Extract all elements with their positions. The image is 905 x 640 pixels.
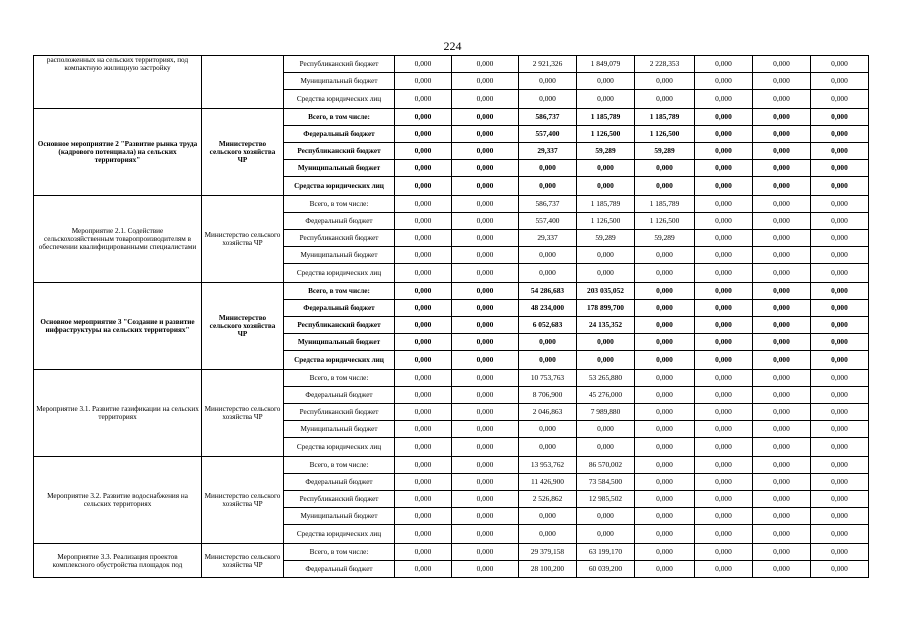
value-cell: 0,000	[753, 196, 811, 213]
value-cell: 0,000	[635, 491, 695, 508]
table-row	[34, 56, 869, 73]
value-cell: 0,000	[395, 334, 452, 351]
value-cell: 59,289	[577, 230, 635, 247]
value-cell: 60 039,200	[577, 561, 635, 578]
value-cell: 0,000	[519, 421, 577, 438]
value-cell: 0,000	[753, 300, 811, 317]
value-cell: 0,000	[695, 561, 753, 578]
value-cell: 0,000	[635, 283, 695, 300]
value-cell: 0,000	[695, 370, 753, 387]
value-cell: 0,000	[395, 404, 452, 421]
value-cell: 0,000	[519, 525, 577, 544]
value-cell: 0,000	[395, 438, 452, 457]
funding-source-cell: Республиканский бюджет	[284, 404, 395, 421]
value-cell: 0,000	[753, 404, 811, 421]
value-cell: 0,000	[753, 351, 811, 370]
value-cell: 1 185,789	[635, 109, 695, 126]
value-cell: 0,000	[452, 247, 519, 264]
value-cell: 0,000	[519, 177, 577, 196]
value-cell: 0,000	[395, 213, 452, 230]
value-cell: 0,000	[395, 561, 452, 578]
value-cell: 0,000	[695, 387, 753, 404]
value-cell: 0,000	[452, 160, 519, 177]
value-cell: 1 126,500	[577, 126, 635, 143]
value-cell: 0,000	[452, 544, 519, 561]
value-cell: 0,000	[811, 334, 869, 351]
value-cell: 0,000	[695, 177, 753, 196]
value-cell: 0,000	[577, 334, 635, 351]
value-cell: 0,000	[753, 474, 811, 491]
event-name-cell: Мероприятие 3.3. Реализация проектов комплексного обустройства площадок под	[34, 544, 202, 578]
executor-cell: Министерство сельского хозяйства ЧР	[202, 283, 284, 370]
value-cell: 0,000	[753, 508, 811, 525]
value-cell: 7 989,880	[577, 404, 635, 421]
value-cell: 0,000	[695, 334, 753, 351]
value-cell: 0,000	[635, 334, 695, 351]
value-cell: 0,000	[695, 474, 753, 491]
value-cell: 0,000	[811, 370, 869, 387]
value-cell: 0,000	[753, 438, 811, 457]
value-cell: 0,000	[811, 213, 869, 230]
value-cell: 203 035,052	[577, 283, 635, 300]
value-cell: 0,000	[753, 230, 811, 247]
value-cell: 0,000	[452, 300, 519, 317]
value-cell: 0,000	[753, 457, 811, 474]
value-cell: 0,000	[395, 300, 452, 317]
value-cell: 63 199,170	[577, 544, 635, 561]
value-cell: 0,000	[695, 213, 753, 230]
value-cell: 0,000	[452, 351, 519, 370]
value-cell: 0,000	[753, 544, 811, 561]
value-cell: 0,000	[452, 73, 519, 90]
funding-source-cell: Всего, в том числе:	[284, 544, 395, 561]
value-cell: 0,000	[635, 404, 695, 421]
value-cell: 0,000	[395, 230, 452, 247]
value-cell: 0,000	[452, 474, 519, 491]
value-cell: 0,000	[811, 177, 869, 196]
value-cell: 2 046,863	[519, 404, 577, 421]
value-cell: 0,000	[395, 143, 452, 160]
value-cell: 0,000	[395, 457, 452, 474]
value-cell: 0,000	[753, 491, 811, 508]
value-cell: 0,000	[452, 196, 519, 213]
value-cell: 0,000	[452, 264, 519, 283]
value-cell: 0,000	[753, 143, 811, 160]
value-cell: 0,000	[452, 126, 519, 143]
value-cell: 0,000	[753, 421, 811, 438]
value-cell: 0,000	[395, 370, 452, 387]
funding-source-cell: Федеральный бюджет	[284, 561, 395, 578]
value-cell: 0,000	[753, 73, 811, 90]
value-cell: 0,000	[519, 351, 577, 370]
value-cell: 59,289	[577, 143, 635, 160]
value-cell: 0,000	[811, 317, 869, 334]
value-cell: 2 526,862	[519, 491, 577, 508]
value-cell: 0,000	[395, 351, 452, 370]
value-cell: 0,000	[519, 508, 577, 525]
funding-source-cell: Республиканский бюджет	[284, 491, 395, 508]
value-cell: 0,000	[635, 317, 695, 334]
funding-source-cell: Федеральный бюджет	[284, 387, 395, 404]
value-cell: 0,000	[452, 143, 519, 160]
executor-cell: Министерство сельского хозяйства ЧР	[202, 544, 284, 578]
value-cell: 1 126,500	[635, 126, 695, 143]
value-cell: 0,000	[452, 230, 519, 247]
value-cell: 0,000	[577, 90, 635, 109]
value-cell: 0,000	[811, 247, 869, 264]
value-cell: 0,000	[695, 317, 753, 334]
value-cell: 0,000	[811, 264, 869, 283]
funding-source-cell: Федеральный бюджет	[284, 300, 395, 317]
value-cell: 1 849,079	[577, 56, 635, 73]
value-cell: 0,000	[519, 334, 577, 351]
value-cell: 0,000	[635, 247, 695, 264]
value-cell: 0,000	[577, 508, 635, 525]
value-cell: 0,000	[452, 387, 519, 404]
value-cell: 0,000	[577, 525, 635, 544]
funding-source-cell: Всего, в том числе:	[284, 370, 395, 387]
table-row	[34, 109, 869, 126]
value-cell: 0,000	[695, 230, 753, 247]
value-cell: 1 126,500	[577, 213, 635, 230]
funding-source-cell: Муниципальный бюджет	[284, 160, 395, 177]
value-cell: 0,000	[519, 90, 577, 109]
value-cell: 0,000	[395, 508, 452, 525]
value-cell: 0,000	[395, 247, 452, 264]
event-name-cell: расположенных на сельских территориях, под компактную жилищную застройку	[34, 56, 202, 109]
value-cell: 0,000	[753, 334, 811, 351]
value-cell: 0,000	[635, 300, 695, 317]
value-cell: 0,000	[753, 247, 811, 264]
value-cell: 11 426,900	[519, 474, 577, 491]
value-cell: 0,000	[395, 491, 452, 508]
value-cell: 0,000	[695, 126, 753, 143]
value-cell: 0,000	[395, 387, 452, 404]
value-cell: 0,000	[811, 230, 869, 247]
event-name-cell: Основное мероприятие 2 "Развитие рынка труда (кадрового потенциала) на сельских территориях"	[34, 109, 202, 196]
value-cell: 0,000	[695, 56, 753, 73]
value-cell: 1 185,789	[635, 196, 695, 213]
value-cell: 0,000	[811, 73, 869, 90]
value-cell: 48 234,000	[519, 300, 577, 317]
value-cell: 0,000	[452, 491, 519, 508]
value-cell: 0,000	[452, 508, 519, 525]
value-cell: 0,000	[753, 264, 811, 283]
value-cell: 29,337	[519, 230, 577, 247]
funding-source-cell: Средства юридических лиц	[284, 525, 395, 544]
funding-source-cell: Средства юридических лиц	[284, 177, 395, 196]
funding-source-cell: Всего, в том числе:	[284, 109, 395, 126]
value-cell: 0,000	[811, 561, 869, 578]
table-row	[34, 370, 869, 387]
value-cell: 0,000	[753, 177, 811, 196]
table-row	[34, 457, 869, 474]
value-cell: 0,000	[695, 525, 753, 544]
value-cell: 0,000	[635, 370, 695, 387]
value-cell: 0,000	[811, 126, 869, 143]
value-cell: 1 185,789	[577, 109, 635, 126]
value-cell: 0,000	[452, 283, 519, 300]
value-cell: 0,000	[695, 143, 753, 160]
funding-source-cell: Федеральный бюджет	[284, 213, 395, 230]
funding-source-cell: Муниципальный бюджет	[284, 73, 395, 90]
funding-source-cell: Муниципальный бюджет	[284, 508, 395, 525]
value-cell: 0,000	[519, 247, 577, 264]
value-cell: 0,000	[519, 73, 577, 90]
value-cell: 0,000	[753, 561, 811, 578]
funding-source-cell: Республиканский бюджет	[284, 56, 395, 73]
funding-source-cell: Всего, в том числе:	[284, 457, 395, 474]
value-cell: 0,000	[811, 300, 869, 317]
value-cell: 6 052,683	[519, 317, 577, 334]
value-cell: 0,000	[635, 160, 695, 177]
value-cell: 0,000	[452, 525, 519, 544]
value-cell: 0,000	[395, 90, 452, 109]
funding-source-cell: Муниципальный бюджет	[284, 334, 395, 351]
value-cell: 10 753,763	[519, 370, 577, 387]
value-cell: 0,000	[753, 370, 811, 387]
value-cell: 0,000	[635, 73, 695, 90]
value-cell: 0,000	[811, 474, 869, 491]
value-cell: 0,000	[635, 508, 695, 525]
value-cell: 0,000	[452, 404, 519, 421]
funding-source-cell: Республиканский бюджет	[284, 143, 395, 160]
value-cell: 0,000	[452, 213, 519, 230]
value-cell: 0,000	[452, 370, 519, 387]
value-cell: 0,000	[811, 196, 869, 213]
funding-source-cell: Республиканский бюджет	[284, 317, 395, 334]
value-cell: 0,000	[695, 404, 753, 421]
value-cell: 0,000	[395, 283, 452, 300]
value-cell: 0,000	[811, 283, 869, 300]
value-cell: 53 265,880	[577, 370, 635, 387]
value-cell: 0,000	[577, 247, 635, 264]
value-cell: 0,000	[753, 317, 811, 334]
value-cell: 0,000	[635, 561, 695, 578]
value-cell: 0,000	[577, 160, 635, 177]
value-cell: 0,000	[452, 109, 519, 126]
funding-source-cell: Федеральный бюджет	[284, 126, 395, 143]
value-cell: 29,337	[519, 143, 577, 160]
value-cell: 0,000	[753, 56, 811, 73]
value-cell: 0,000	[395, 264, 452, 283]
value-cell: 0,000	[695, 508, 753, 525]
value-cell: 0,000	[577, 264, 635, 283]
value-cell: 0,000	[395, 126, 452, 143]
value-cell: 0,000	[811, 457, 869, 474]
value-cell: 0,000	[577, 351, 635, 370]
value-cell: 59,289	[635, 143, 695, 160]
value-cell: 0,000	[452, 56, 519, 73]
value-cell: 0,000	[395, 474, 452, 491]
value-cell: 0,000	[811, 109, 869, 126]
value-cell: 0,000	[695, 90, 753, 109]
funding-source-cell: Средства юридических лиц	[284, 351, 395, 370]
value-cell: 0,000	[695, 283, 753, 300]
value-cell: 29 379,158	[519, 544, 577, 561]
value-cell: 0,000	[519, 264, 577, 283]
budget-table	[33, 55, 869, 578]
value-cell: 0,000	[695, 491, 753, 508]
value-cell: 0,000	[452, 334, 519, 351]
value-cell: 54 286,683	[519, 283, 577, 300]
value-cell: 0,000	[811, 544, 869, 561]
value-cell: 45 276,000	[577, 387, 635, 404]
value-cell: 0,000	[635, 387, 695, 404]
value-cell: 0,000	[753, 160, 811, 177]
value-cell: 0,000	[695, 351, 753, 370]
value-cell: 2 921,326	[519, 56, 577, 73]
value-cell: 0,000	[635, 525, 695, 544]
value-cell: 8 706,900	[519, 387, 577, 404]
value-cell: 0,000	[753, 387, 811, 404]
value-cell: 0,000	[811, 438, 869, 457]
value-cell: 0,000	[452, 421, 519, 438]
value-cell: 73 584,500	[577, 474, 635, 491]
value-cell: 0,000	[519, 160, 577, 177]
value-cell: 178 899,700	[577, 300, 635, 317]
value-cell: 0,000	[695, 73, 753, 90]
value-cell: 557,400	[519, 213, 577, 230]
value-cell: 0,000	[452, 317, 519, 334]
value-cell: 86 570,002	[577, 457, 635, 474]
value-cell: 0,000	[577, 438, 635, 457]
value-cell: 0,000	[811, 56, 869, 73]
value-cell: 0,000	[695, 438, 753, 457]
value-cell: 0,000	[395, 56, 452, 73]
funding-source-cell: Всего, в том числе:	[284, 283, 395, 300]
event-name-cell: Основное мероприятие 3 "Создание и развитие инфраструктуры на сельских территориях"	[34, 283, 202, 370]
value-cell: 0,000	[635, 421, 695, 438]
funding-source-cell: Муниципальный бюджет	[284, 247, 395, 264]
value-cell: 0,000	[577, 421, 635, 438]
value-cell: 0,000	[753, 213, 811, 230]
funding-source-cell: Всего, в том числе:	[284, 196, 395, 213]
event-name-cell: Мероприятие 3.2. Развитие водоснабжения на сельских территориях	[34, 457, 202, 544]
value-cell: 557,400	[519, 126, 577, 143]
value-cell: 0,000	[452, 561, 519, 578]
funding-source-cell: Средства юридических лиц	[284, 438, 395, 457]
table-row	[34, 283, 869, 300]
value-cell: 0,000	[753, 283, 811, 300]
value-cell: 0,000	[635, 457, 695, 474]
event-name-cell: Мероприятие 2.1. Содействие сельскохозяйственным товаропроизводителям в обеспечении квалифицированными специалистами	[34, 196, 202, 283]
value-cell: 2 228,353	[635, 56, 695, 73]
value-cell: 0,000	[395, 525, 452, 544]
value-cell: 0,000	[753, 90, 811, 109]
value-cell: 0,000	[395, 177, 452, 196]
executor-cell: Министерство сельского хозяйства ЧР	[202, 109, 284, 196]
value-cell: 13 953,762	[519, 457, 577, 474]
value-cell: 0,000	[811, 90, 869, 109]
executor-cell	[202, 56, 284, 109]
value-cell: 0,000	[811, 404, 869, 421]
value-cell: 586,737	[519, 109, 577, 126]
value-cell: 0,000	[395, 73, 452, 90]
value-cell: 0,000	[635, 474, 695, 491]
value-cell: 0,000	[695, 160, 753, 177]
value-cell: 0,000	[695, 421, 753, 438]
value-cell: 0,000	[452, 457, 519, 474]
value-cell: 0,000	[753, 525, 811, 544]
value-cell: 0,000	[811, 351, 869, 370]
funding-source-cell: Средства юридических лиц	[284, 264, 395, 283]
value-cell: 0,000	[635, 264, 695, 283]
value-cell: 0,000	[753, 109, 811, 126]
value-cell: 0,000	[811, 525, 869, 544]
event-name-cell: Мероприятие 3.1. Развитие газификации на сельских территориях	[34, 370, 202, 457]
executor-cell: Министерство сельского хозяйства ЧР	[202, 457, 284, 544]
value-cell: 1 126,500	[635, 213, 695, 230]
value-cell: 0,000	[395, 421, 452, 438]
value-cell: 0,000	[395, 109, 452, 126]
value-cell: 0,000	[452, 438, 519, 457]
funding-source-cell: Республиканский бюджет	[284, 230, 395, 247]
value-cell: 0,000	[395, 160, 452, 177]
value-cell: 12 985,502	[577, 491, 635, 508]
value-cell: 0,000	[695, 196, 753, 213]
value-cell: 1 185,789	[577, 196, 635, 213]
value-cell: 0,000	[635, 351, 695, 370]
value-cell: 0,000	[635, 438, 695, 457]
value-cell: 0,000	[395, 544, 452, 561]
funding-source-cell: Муниципальный бюджет	[284, 421, 395, 438]
value-cell: 0,000	[577, 177, 635, 196]
value-cell: 586,737	[519, 196, 577, 213]
executor-cell: Министерство сельского хозяйства ЧР	[202, 370, 284, 457]
value-cell: 0,000	[635, 90, 695, 109]
value-cell: 0,000	[811, 160, 869, 177]
value-cell: 24 135,352	[577, 317, 635, 334]
value-cell: 0,000	[695, 457, 753, 474]
value-cell: 59,289	[635, 230, 695, 247]
value-cell: 0,000	[577, 73, 635, 90]
value-cell: 0,000	[452, 90, 519, 109]
value-cell: 0,000	[695, 300, 753, 317]
executor-cell: Министерство сельского хозяйства ЧР	[202, 196, 284, 283]
value-cell: 0,000	[811, 508, 869, 525]
value-cell: 0,000	[395, 317, 452, 334]
value-cell: 28 100,200	[519, 561, 577, 578]
value-cell: 0,000	[753, 126, 811, 143]
value-cell: 0,000	[519, 438, 577, 457]
value-cell: 0,000	[695, 247, 753, 264]
value-cell: 0,000	[811, 143, 869, 160]
funding-source-cell: Федеральный бюджет	[284, 474, 395, 491]
value-cell: 0,000	[452, 177, 519, 196]
value-cell: 0,000	[695, 264, 753, 283]
value-cell: 0,000	[635, 177, 695, 196]
value-cell: 0,000	[811, 491, 869, 508]
value-cell: 0,000	[395, 196, 452, 213]
value-cell: 0,000	[635, 544, 695, 561]
table-row	[34, 196, 869, 213]
value-cell: 0,000	[695, 544, 753, 561]
value-cell: 0,000	[811, 387, 869, 404]
value-cell: 0,000	[695, 109, 753, 126]
value-cell: 0,000	[811, 421, 869, 438]
page-number: 224	[443, 39, 462, 53]
funding-source-cell: Средства юридических лиц	[284, 90, 395, 109]
table-row	[34, 544, 869, 561]
